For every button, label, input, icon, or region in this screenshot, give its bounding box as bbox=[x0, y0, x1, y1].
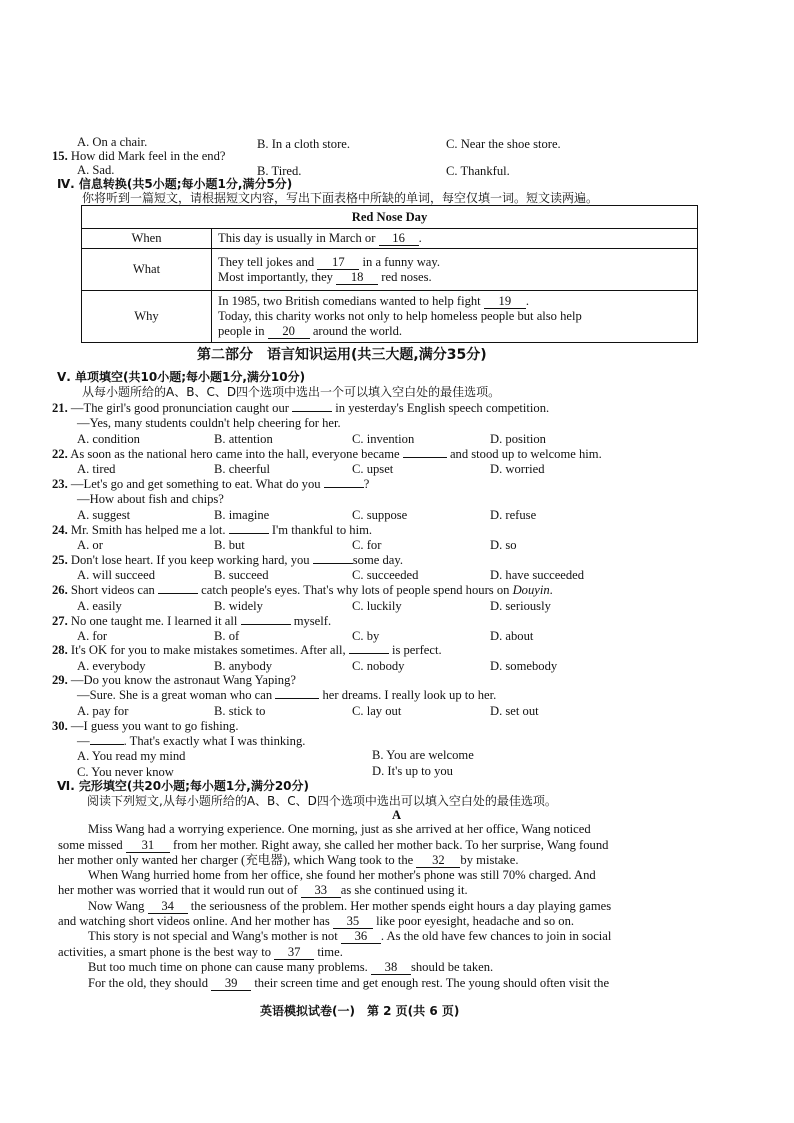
option: B. anybody bbox=[214, 659, 273, 673]
table-cell: This day is usually in March or 16 . bbox=[212, 229, 698, 249]
question-28: 28. It's OK for you to make mistakes sometimes. After all, is perfect. bbox=[52, 643, 442, 657]
option: D. It's up to you bbox=[372, 764, 453, 778]
question-24: 24. Mr. Smith has helped me a lot. I'm thankful to him. bbox=[52, 523, 373, 537]
option: B. but bbox=[214, 538, 245, 552]
option: C. Thankful. bbox=[446, 164, 510, 178]
question-text: —Yes, many students couldn't help cheering for her. bbox=[77, 416, 341, 430]
section-title: Ⅳ. 信息转换(共5小题;每小题1分,满分5分) bbox=[57, 177, 293, 191]
row-label: What bbox=[82, 249, 212, 291]
option: D. seriously bbox=[490, 599, 551, 613]
option: C. suppose bbox=[352, 508, 408, 522]
option: A. for bbox=[77, 629, 108, 643]
page-footer: 英语模拟试卷(一) 第 2 页(共 6 页) bbox=[260, 1004, 460, 1018]
option: B. widely bbox=[214, 599, 263, 613]
passage-line: Miss Wang had a worrying experience. One morning, just as she arrived at her office, Wang noticed bbox=[88, 822, 591, 836]
option: A. condition bbox=[77, 432, 140, 446]
passage-line: For the old, they should 39 their screen time and get enough rest. The young should often visit the bbox=[88, 976, 610, 990]
option: A. tired bbox=[77, 462, 116, 476]
option: C. upset bbox=[352, 462, 394, 476]
option: C. invention bbox=[352, 432, 415, 446]
row-label: When bbox=[82, 229, 212, 249]
option: A. pay for bbox=[77, 704, 129, 718]
option: D. so bbox=[490, 538, 517, 552]
option: C. succeeded bbox=[352, 568, 419, 582]
section-instruction: 阅读下列短文,从每小题所给的A、B、C、D四个选项中选出可以填入空白处的最佳选项。 bbox=[87, 794, 557, 808]
section-instruction: 从每小题所给的A、B、C、D四个选项中选出一个可以填入空白处的最佳选项。 bbox=[82, 385, 501, 399]
option: D. have succeeded bbox=[490, 568, 585, 582]
option: C. lay out bbox=[352, 704, 402, 718]
option: C. by bbox=[352, 629, 380, 643]
option: D. set out bbox=[490, 704, 539, 718]
option: D. somebody bbox=[490, 659, 558, 673]
option: B. You are welcome bbox=[372, 748, 474, 762]
question-15: 15. How did Mark feel in the end? bbox=[52, 149, 226, 163]
section-title: Ⅴ. 单项填空(共10小题;每小题1分,满分10分) bbox=[57, 370, 306, 384]
option: B. of bbox=[214, 629, 240, 643]
option: C. You never know bbox=[77, 765, 174, 779]
passage-line: her mother only wanted her charger (充电器), which Wang took to the 32 by mistake. bbox=[58, 853, 519, 867]
option: A. or bbox=[77, 538, 103, 552]
table-cell: They tell jokes and 17 in a funny way. Most importantly, they 18 red noses. bbox=[212, 249, 698, 291]
option: C. nobody bbox=[352, 659, 405, 673]
part-heading: 第二部分 语言知识运用(共三大题,满分35分) bbox=[197, 347, 487, 363]
option: B. succeed bbox=[214, 568, 269, 582]
red-nose-day-table bbox=[81, 205, 698, 343]
passage-line: This story is not special and Wang's mother is not 36 . As the old have few chances to join in social bbox=[88, 929, 612, 943]
section-title: Ⅵ. 完形填空(共20小题;每小题1分,满分20分) bbox=[57, 779, 310, 793]
option: B. Tired. bbox=[257, 164, 302, 178]
row-label: Why bbox=[82, 291, 212, 343]
option: D. worried bbox=[490, 462, 545, 476]
passage-line: Now Wang 34 the seriousness of the problem. Her mother spends eight hours a day playing games bbox=[88, 899, 612, 913]
option: B. In a cloth store. bbox=[257, 137, 351, 151]
question-text: —Sure. She is a great woman who can her dreams. I really look up to her. bbox=[77, 688, 497, 702]
option: A. will succeed bbox=[77, 568, 155, 582]
option: B. stick to bbox=[214, 704, 266, 718]
passage-line: her mother was worried that it would run out of 33 as she continued using it. bbox=[58, 883, 468, 897]
question-25: 25. Don't lose heart. If you keep working hard, you some day. bbox=[52, 553, 404, 567]
passage-line: But too much time on phone can cause many problems. 38 should be taken. bbox=[88, 960, 494, 974]
passage-line: and watching short videos online. And her mother has 35 like poor eyesight, headache and so on. bbox=[58, 914, 575, 928]
question-30: 30. —I guess you want to go fishing. bbox=[52, 719, 239, 733]
question-text: —How about fish and chips? bbox=[77, 492, 224, 506]
option: D. refuse bbox=[490, 508, 537, 522]
option: D. position bbox=[490, 432, 546, 446]
option: A. suggest bbox=[77, 508, 131, 522]
option: A. easily bbox=[77, 599, 122, 613]
question-21: 21. —The girl's good pronunciation caught our in yesterday's English speech competition. bbox=[52, 401, 550, 415]
option: D. about bbox=[490, 629, 534, 643]
option: A. On a chair. bbox=[77, 135, 148, 149]
question-26: 26. Short videos can catch people's eyes. That's why lots of people spend hours on Douyin. bbox=[52, 583, 553, 597]
option: C. luckily bbox=[352, 599, 402, 613]
passage-label: A bbox=[392, 808, 402, 822]
question-29: 29. —Do you know the astronaut Wang Yaping? bbox=[52, 673, 296, 687]
option: A. You read my mind bbox=[77, 749, 186, 763]
section-instruction: 你将听到一篇短文，请根据短文内容，写出下面表格中所缺的单词，每空仅填一词。短文读两遍。 bbox=[82, 191, 599, 205]
question-text: — . That's exactly what I was thinking. bbox=[77, 734, 306, 748]
table-header: Red Nose Day bbox=[82, 206, 698, 229]
table-cell: In 1985, two British comedians wanted to help fight 19 . Today, this charity works not only to help homeless people but also help people in 20 around the world. bbox=[212, 291, 698, 343]
option: A. Sad. bbox=[77, 163, 115, 177]
option: A. everybody bbox=[77, 659, 146, 673]
option: C. for bbox=[352, 538, 382, 552]
passage-line: some missed 31 from her mother. Right away, she called her mother back. To her surprise, Wang found bbox=[58, 838, 609, 852]
option: B. attention bbox=[214, 432, 273, 446]
passage-line: activities, a smart phone is the best way to 37 time. bbox=[58, 945, 343, 959]
option: C. Near the shoe store. bbox=[446, 137, 561, 151]
question-23: 23. —Let's go and get something to eat. What do you ? bbox=[52, 477, 370, 491]
option: B. cheerful bbox=[214, 462, 270, 476]
question-22: 22. As soon as the national hero came into the hall, everyone became and stood up to welcome him. bbox=[52, 447, 602, 461]
passage-line: When Wang hurried home from her office, she found her mother's phone was still 70% charged. And bbox=[88, 868, 596, 882]
question-27: 27. No one taught me. I learned it all myself. bbox=[52, 614, 332, 628]
option: B. imagine bbox=[214, 508, 270, 522]
